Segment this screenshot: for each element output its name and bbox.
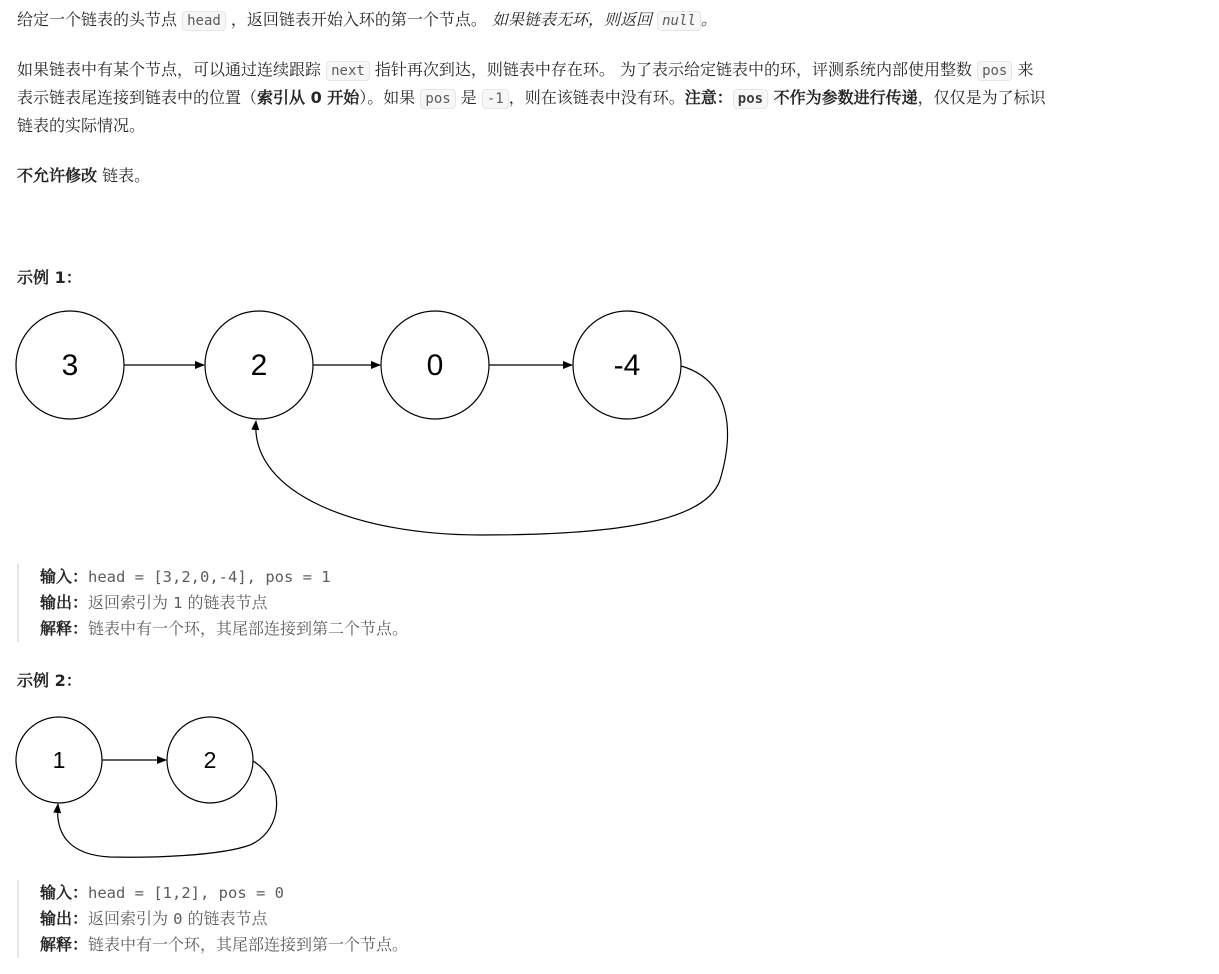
example-1-diagram <box>0 300 760 550</box>
statement-text: ，返回链表开始入环的第一个节点。 <box>225 10 492 29</box>
pos-description-line1 <box>17 56 1033 85</box>
problem-statement <box>17 6 717 35</box>
example-2-explain <box>40 932 408 958</box>
no-modify-label: 不允许修改 <box>17 166 98 185</box>
explain-label: 解释： <box>40 619 89 638</box>
output-label: 输出： <box>40 593 89 612</box>
node-label: 2 <box>203 747 217 773</box>
pos-text: ，仅仅是为了标识 <box>917 88 1046 107</box>
output-text: 的链表节点 <box>182 909 268 928</box>
example-2-output <box>40 906 408 932</box>
example-2-diagram <box>0 708 300 868</box>
code-pos: pos <box>420 89 455 109</box>
pos-text: ）。如果 <box>359 88 421 107</box>
note-label: 注意： <box>684 88 733 107</box>
example-1-output <box>40 590 408 616</box>
output-index: 1 <box>173 594 183 612</box>
pos-text: 如果链表中有某个节点，可以通过连续跟踪 <box>17 60 327 79</box>
input-label: 输入： <box>40 883 89 902</box>
node-label: 2 <box>250 349 268 382</box>
pos-description-line3 <box>17 112 145 140</box>
no-modify-text: 链表。 <box>97 166 151 185</box>
null-note-text: 。 <box>700 10 717 29</box>
output-text: 返回索引为 <box>88 593 174 612</box>
null-note-text: 如果链表无环，则返回 <box>492 10 658 29</box>
example-1-title: 示例 1： <box>17 268 82 287</box>
pos-text: 是 <box>455 88 482 107</box>
node-label: -4 <box>613 349 641 382</box>
explain-text: 链表中有一个环，其尾部连接到第二个节点。 <box>88 619 409 638</box>
note-text: 不作为参数进行传递 <box>768 88 918 107</box>
code-next: next <box>326 61 370 81</box>
example-2-title: 示例 2： <box>17 671 82 690</box>
pos-text: 来 <box>1012 60 1034 79</box>
input-value: head = [1,2], pos = 0 <box>88 884 284 902</box>
pos-description-line2 <box>17 84 1046 113</box>
pos-text: 指针再次到达，则链表中存在环。 为了表示给定链表中的环，评测系统内部使用整数 <box>369 60 978 79</box>
example-1-explain <box>40 616 408 642</box>
code-pos: pos <box>733 89 768 109</box>
output-text: 的链表节点 <box>182 593 268 612</box>
index-note: 索引从 0 开始 <box>257 88 360 107</box>
example-1-io <box>17 564 408 642</box>
example-2-io <box>17 880 408 958</box>
statement-text: 给定一个链表的头节点 <box>17 10 183 29</box>
pos-text: ，则在该链表中没有环。 <box>508 88 685 107</box>
example-2-input <box>40 880 408 906</box>
output-index: 0 <box>173 910 183 928</box>
node-label: 0 <box>426 349 444 382</box>
code-neg-one: -1 <box>482 89 509 109</box>
explain-text: 链表中有一个环，其尾部连接到第一个节点。 <box>88 935 409 954</box>
no-modify-note <box>17 162 150 190</box>
pos-text: 链表的实际情况。 <box>17 116 146 135</box>
input-label: 输入： <box>40 567 89 586</box>
output-text: 返回索引为 <box>88 909 174 928</box>
example-1-input <box>40 564 408 590</box>
explain-label: 解释： <box>40 935 89 954</box>
node-label: 3 <box>61 349 79 382</box>
null-note <box>492 10 717 29</box>
code-head: head <box>182 11 226 31</box>
output-label: 输出： <box>40 909 89 928</box>
pos-text: 表示链表尾连接到链表中的位置（ <box>17 88 258 107</box>
node-label: 1 <box>52 747 66 773</box>
code-pos: pos <box>977 61 1012 81</box>
input-value: head = [3,2,0,-4], pos = 1 <box>88 568 331 586</box>
code-null: null <box>657 11 701 31</box>
